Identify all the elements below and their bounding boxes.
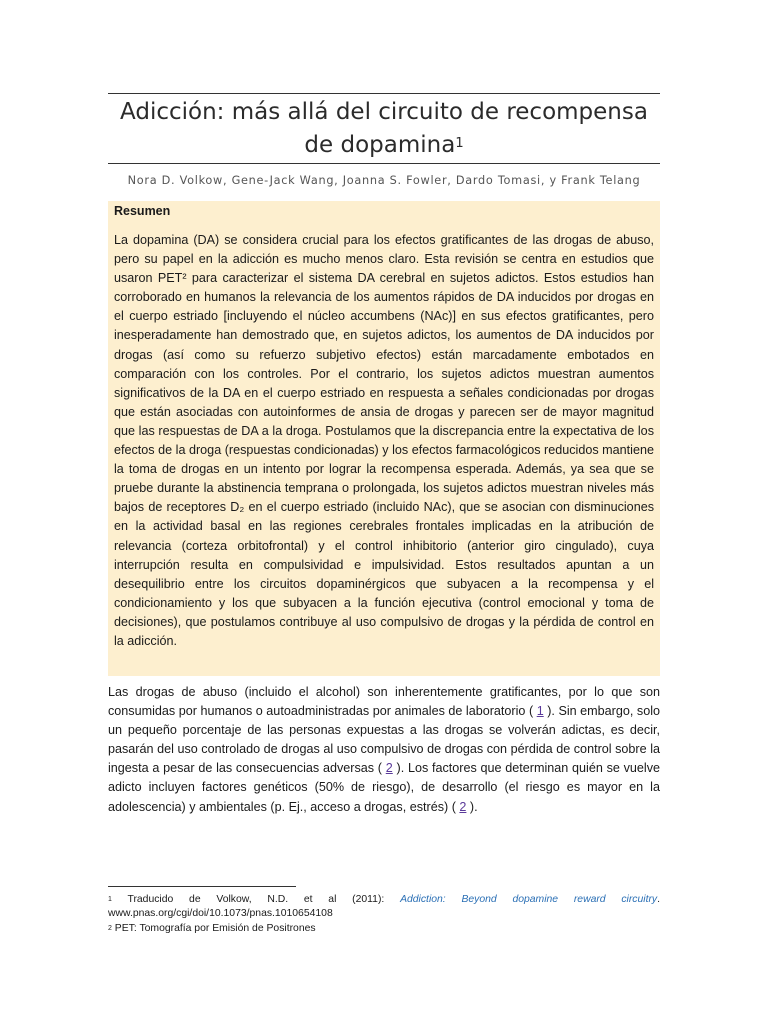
footnote-separator [108,886,296,887]
abstract-heading: Resumen [114,204,171,218]
footnote-1-mark: 1 [108,896,112,903]
author-list: Nora D. Volkow, Gene-Jack Wang, Joanna S. Fowler, Dardo Tomasi, y Frank Telang [127,174,641,187]
reference-link-1[interactable]: 1 [536,704,544,719]
footnote-1-url: . www.pnas.org/cgi/doi/10.1073/pnas.1010654108 [108,894,661,919]
footnote-1-text: Traducido de Volkow, N.D. et al (2011): [127,894,385,905]
title-top-rule [108,93,660,94]
abstract-text: La dopamina (DA) se considera crucial para los efectos gratificantes de las drogas de abuso, pero su papel en la adicción es mucho menos claro. Esta revisión se centra en estudios que usaron PET² para caracterizar el sistema DA cerebral en sujetos adictos. Estos estudios han corroborado en humanos la relevancia de los aumentos rápidos de DA inducidos por drogas en el cuerpo estriado [incluyendo el núcleo accumbens (NAc)] en sus efectos gratificantes, pero inesperadamente han demostrado que, en sujetos adictos, los aumentos de DA inducidos por drogas (así como su refuerzo subjetivo efectos) están marcadamente embotados en comparación con los controles. Por el contrario, los sujetos adictos muestran aumentos significativos de la DA en el cuerpo estriado en respuesta a señales condicionadas por drogas que están asociadas con autoinformes de ansia de drogas y parecen ser de mayor magnitud que las respuestas de DA a la droga. Postulamos que la discrepancia entre la expectativa de los efectos de la droga (respuestas condicionadas) y los efectos farmacológicos reducidos mantiene la toma de drogas en un intento por lograr la recompensa esperada. Además, ya sea que se pruebe durante la abstinencia temprana o prolongada, los sujetos adictos muestran niveles más bajos de receptores D₂ en el cuerpo estriado (incluido NAc), que se asocian con disminuciones en la actividad basal en las regiones cerebrales frontales implicadas en la atribución de relevancia (corteza orbitofrontal) y el control inhibitorio (anterior giro cingulado), cuya interrupción resulta en compulsividad e impulsividad. Estos resultados apuntan a un desequilibrio entre los circuitos dopaminérgicos que subyacen a la recompensa y el condicionamiento y los que subyacen a la función ejecutiva (control emocional y toma de decisiones), que postulamos contribuye al uso compulsivo de drogas y la pérdida de control en la adicción. [114,233,654,648]
body-text-1: Las drogas de abuso (incluido el alcohol) son inherentemente gratificantes, por lo que son consumidas por humanos o autoadministradas por animales de laboratorio ( [108,685,660,719]
reference-link-3[interactable]: 2 [459,799,467,814]
footnote-2-text: PET: Tomografía por Emisión de Positrones [114,923,316,934]
title-footnote-mark[interactable]: 1 [455,136,464,151]
title-bottom-rule [108,163,660,164]
footnote-1-citation-link[interactable]: Addiction: Beyond dopamine reward circuitry [400,894,658,905]
reference-link-2[interactable]: 2 [385,761,393,776]
footnote-2-mark: 2 [108,925,112,932]
title-text: Adicción: más allá del circuito de recompensa de dopamina [120,99,648,158]
page-title [108,96,660,162]
footnote-2 [108,922,660,936]
body-text-2: ). Sin embargo, solo un pequeño porcentaje de las personas expuestas a las drogas se volverán adictas, es decir, pasarán del uso controlado de drogas al uso compulsivo de drogas con pérdida de control sobre la ingesta a pesar de las consecuencias adversas ( [108,704,661,776]
abstract-box [108,201,660,676]
footnote-1 [108,893,660,921]
body-paragraph [108,683,660,817]
body-text-4: ). [469,799,478,814]
body-text-3: ). Los factores que determinan quién se vuelve adicto incluyen factores genéticos (50% de riesgo), de desarrollo (el riesgo es mayor en la adolescencia) y ambientales (p. Ej., acceso a drogas, estrés) ( [108,761,661,814]
